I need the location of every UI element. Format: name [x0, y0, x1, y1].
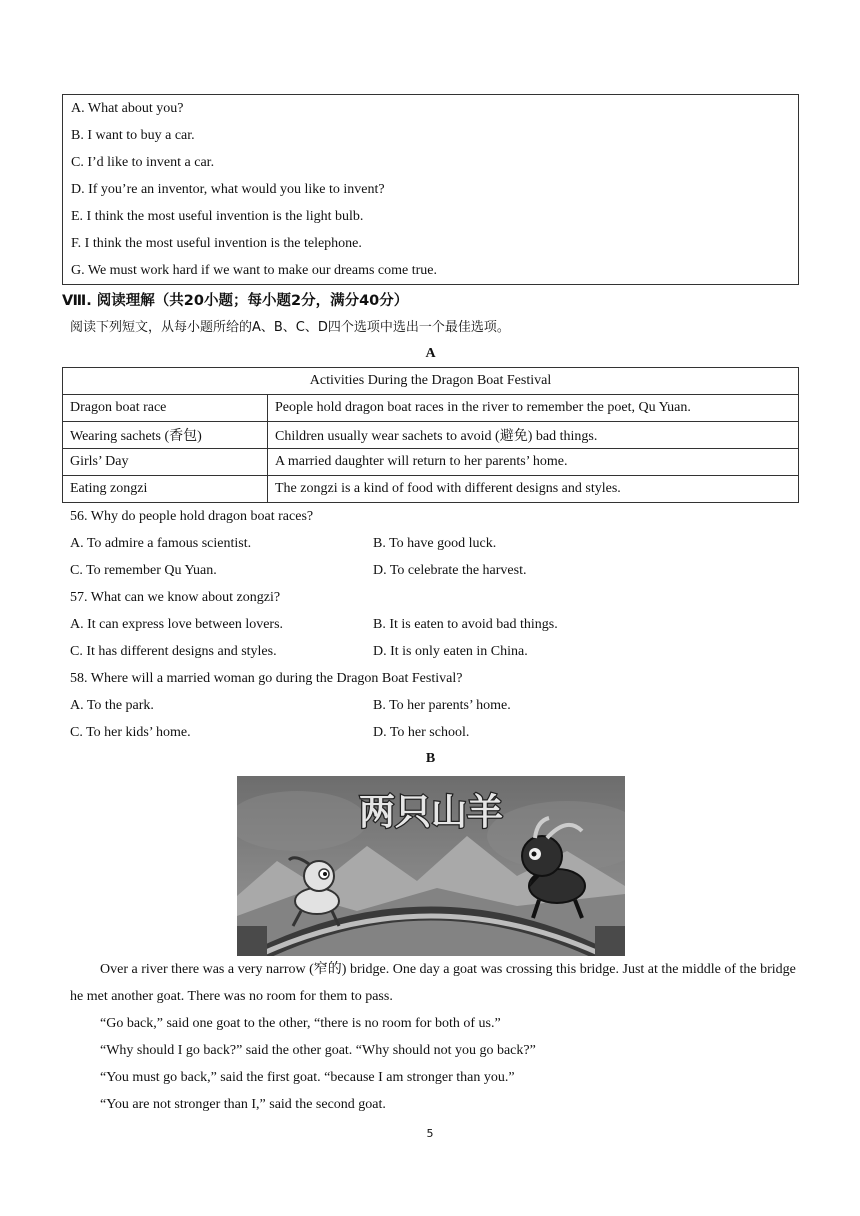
- activity-desc: People hold dragon boat races in the river to remember the poet, Qu Yuan.: [268, 395, 799, 422]
- choice-c: C. To her kids’ home.: [70, 725, 191, 740]
- choice-d: D. To her school.: [373, 725, 470, 740]
- table-row: [63, 395, 799, 422]
- choice-c: C. It has different designs and styles.: [70, 644, 277, 659]
- option-c: C. I’d like to invent a car.: [71, 155, 215, 170]
- activities-table: [62, 367, 799, 503]
- activity-name: Girls’ Day: [63, 449, 268, 476]
- question-text: 58. Where will a married woman go during the Dragon Boat Festival?: [70, 671, 463, 686]
- question-57: [62, 584, 799, 665]
- choice-d: D. It is only eaten in China.: [373, 644, 528, 659]
- table-row: [63, 449, 799, 476]
- table-row: [63, 422, 799, 449]
- option-a: A. What about you?: [71, 101, 184, 116]
- illustration-title: 两只山羊: [358, 792, 503, 833]
- exam-page: [62, 94, 799, 1118]
- choice-c: C. To remember Qu Yuan.: [70, 563, 217, 578]
- instruction: 阅读下列短文，从每小题所给的A、B、C、D四个选项中选出一个最佳选项。: [70, 320, 510, 335]
- choice-a: A. To the park.: [70, 698, 154, 713]
- dialogue-options-box: [62, 94, 799, 285]
- paragraph: Over a river there was a very narrow (窄的) bridge. One day a goat was crossing this bridge. Just at the middle of the bridge he met another goat. There was no room for them to pass.: [70, 962, 796, 1004]
- activity-name: Wearing sachets (香包): [63, 422, 268, 449]
- activity-name: Dragon boat race: [63, 395, 268, 422]
- passage-b-text: [62, 956, 799, 1118]
- paragraph: “Why should I go back?” said the other goat. “Why should not you go back?”: [100, 1043, 536, 1058]
- option-e: E. I think the most useful invention is the light bulb.: [71, 209, 364, 224]
- table-title: Activities During the Dragon Boat Festival: [63, 368, 799, 395]
- paragraph: “You are not stronger than I,” said the second goat.: [100, 1097, 386, 1112]
- passage-a-label: A: [425, 346, 436, 361]
- option-b: B. I want to buy a car.: [71, 128, 195, 143]
- option-f: F. I think the most useful invention is the telephone.: [71, 236, 362, 251]
- choice-a: A. It can express love between lovers.: [70, 617, 284, 632]
- passage-b-label: B: [425, 751, 436, 766]
- question-56: [62, 503, 799, 584]
- choice-d: D. To celebrate the harvest.: [373, 563, 527, 578]
- question-text: 57. What can we know about zongzi?: [70, 590, 281, 605]
- choice-b: B. To her parents’ home.: [373, 698, 511, 713]
- activity-desc: The zongzi is a kind of food with different designs and styles.: [268, 476, 799, 503]
- activity-desc: Children usually wear sachets to avoid (避免) bad things.: [268, 422, 799, 449]
- activity-name: Eating zongzi: [63, 476, 268, 503]
- question-58: [62, 665, 799, 746]
- table-row: [63, 476, 799, 503]
- question-text: 56. Why do people hold dragon boat races?: [70, 509, 314, 524]
- two-goats-illustration: [237, 776, 625, 956]
- table-header-row: [63, 368, 799, 395]
- paragraph: “Go back,” said one goat to the other, “there is no room for both of us.”: [100, 1016, 501, 1031]
- choice-a: A. To admire a famous scientist.: [70, 536, 252, 551]
- choice-b: B. It is eaten to avoid bad things.: [373, 617, 558, 632]
- choice-b: B. To have good luck.: [373, 536, 497, 551]
- page-number: 5: [426, 1127, 434, 1140]
- activity-desc: A married daughter will return to her parents’ home.: [268, 449, 799, 476]
- section-title: Ⅷ. 阅读理解（共20小题；每小题2分，满分40分）: [62, 293, 409, 309]
- option-g: G. We must work hard if we want to make our dreams come true.: [71, 263, 438, 278]
- paragraph: “You must go back,” said the first goat. “because I am stronger than you.”: [100, 1070, 515, 1085]
- option-d: D. If you’re an inventor, what would you like to invent?: [71, 182, 385, 197]
